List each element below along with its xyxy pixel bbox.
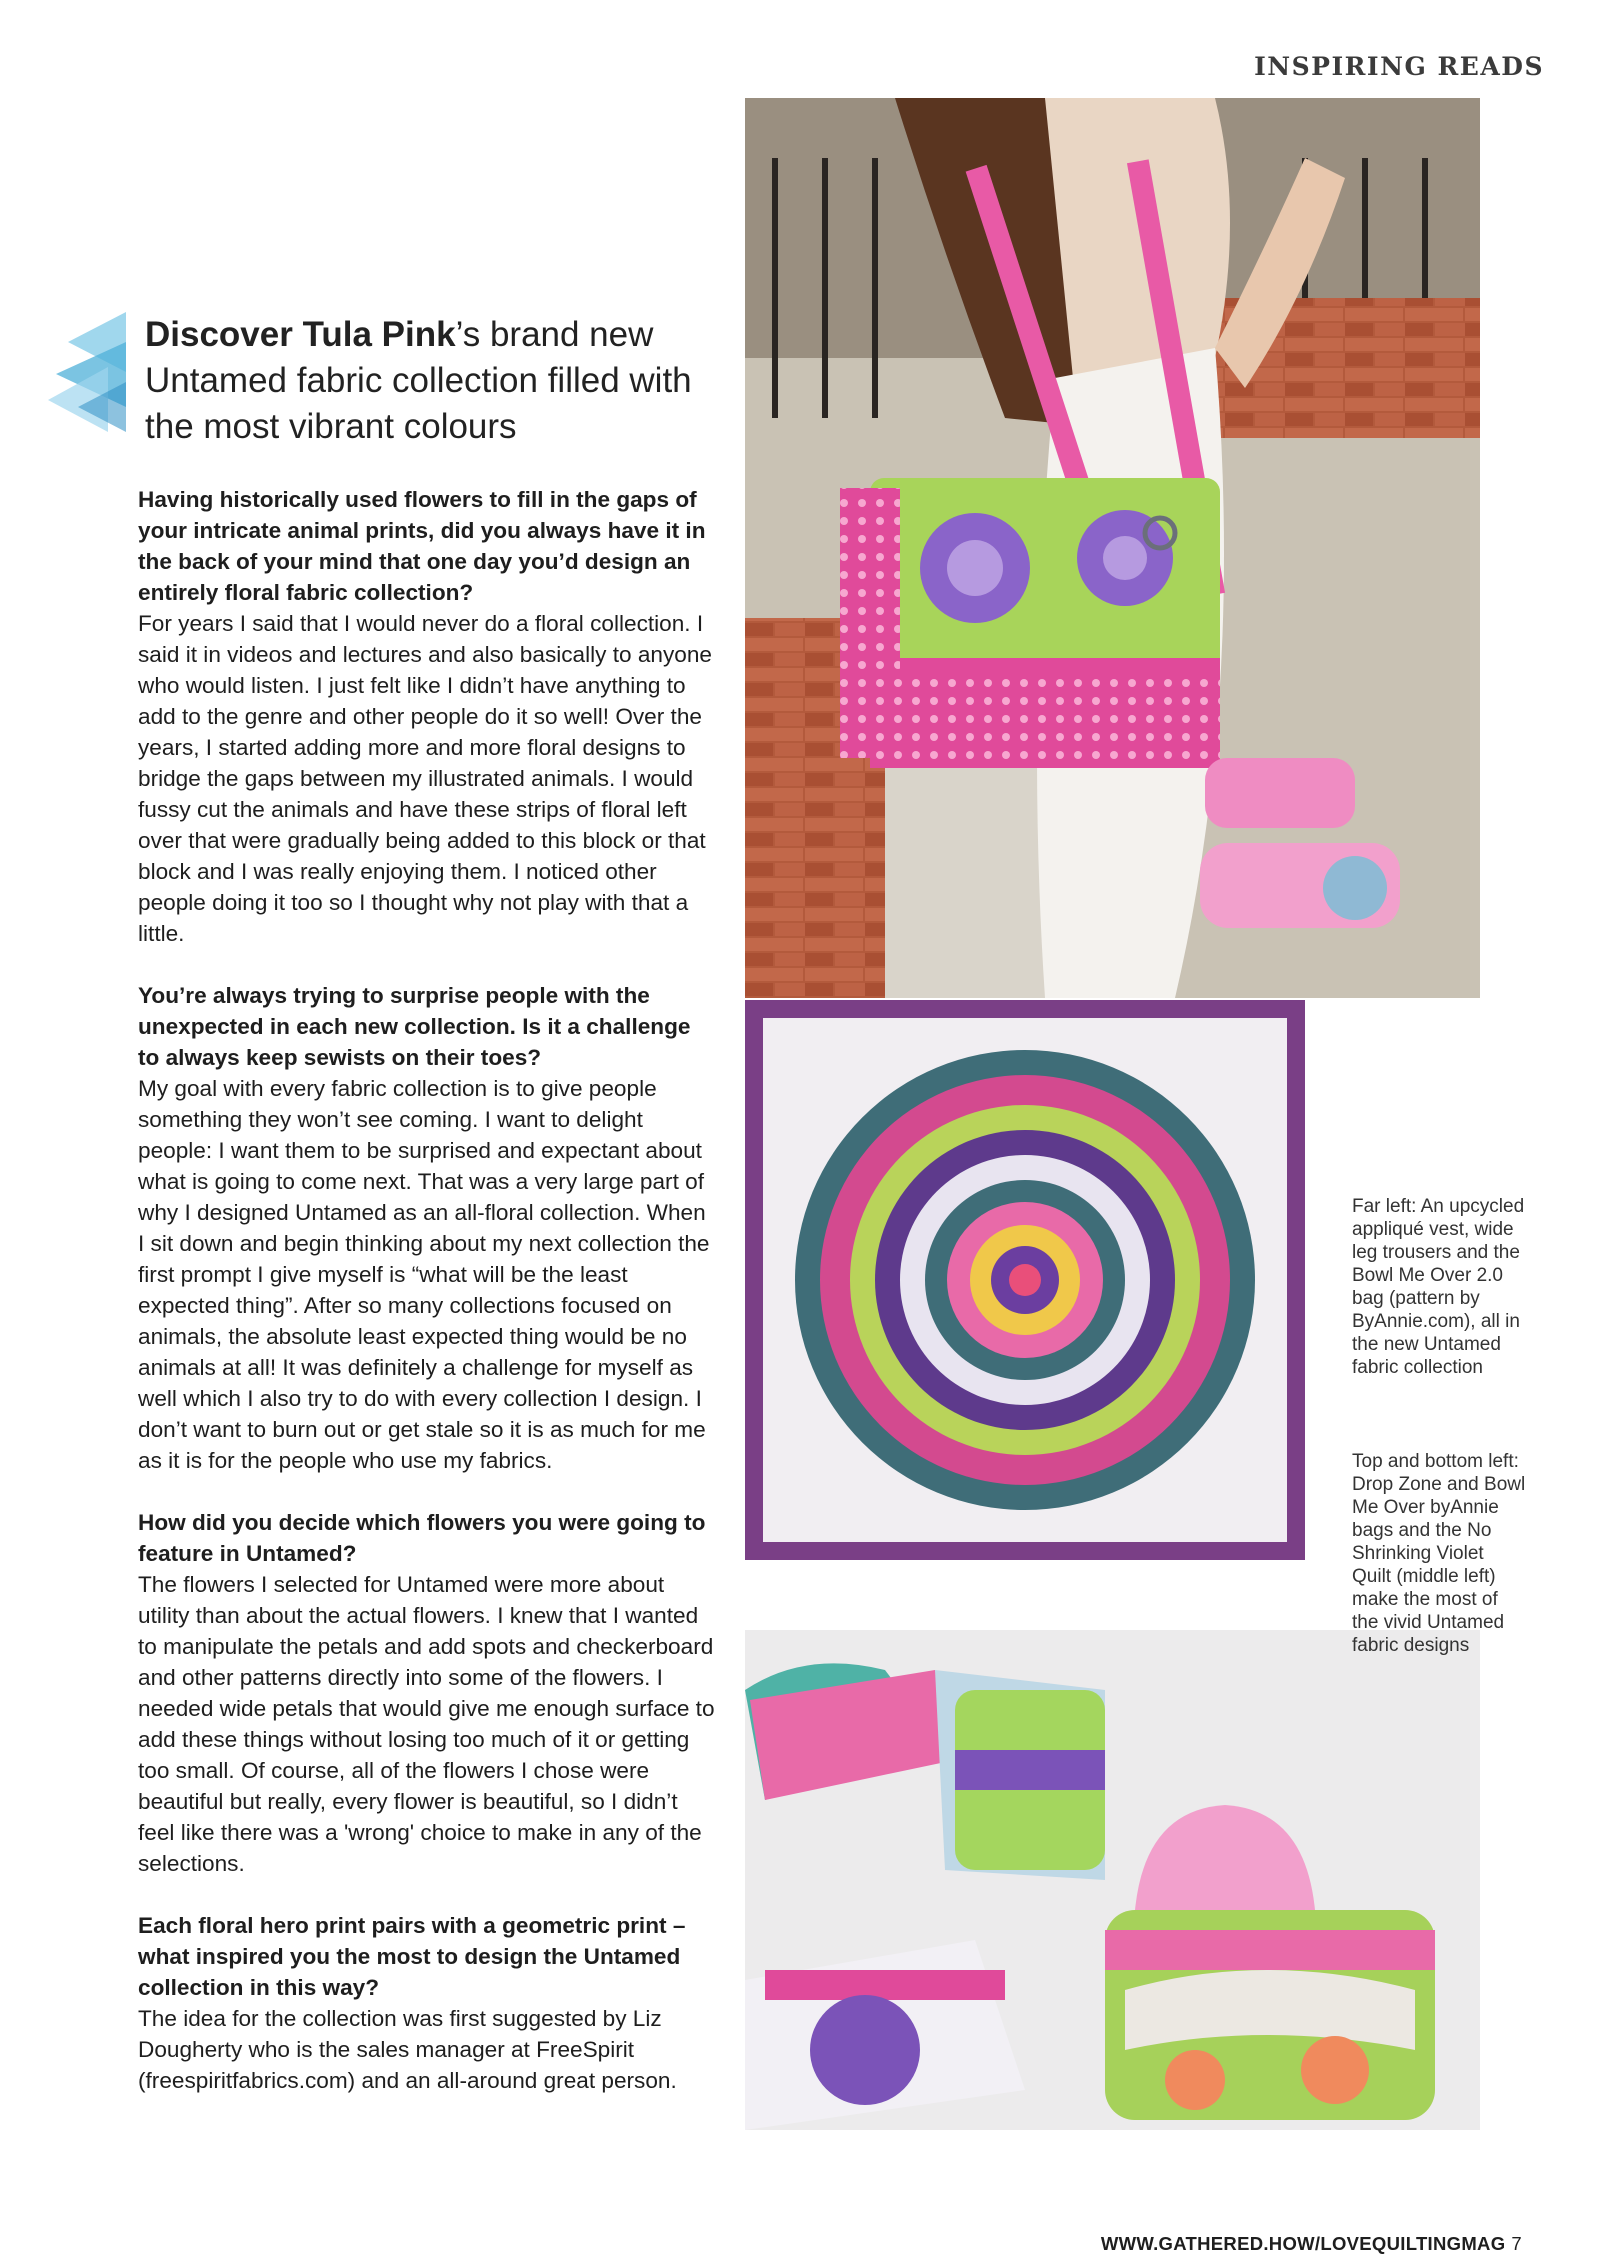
- qa-block: [138, 484, 716, 949]
- photo-caption: Far left: An upcycled appliqué vest, wide leg trousers and the Bowl Me Over 2.0 bag (pattern by ByAnnie.com), all in the new Untamed fabric collection: [1352, 1196, 1525, 1378]
- photo-caption: Top and bottom left: Drop Zone and Bowl Me Over byAnnie bags and the No Shrinking Violet Quilt (middle left) make the most of the vivid Untamed fabric designs: [1352, 1451, 1526, 1656]
- answer: My goal with every fabric collection is to give people something they won’t see coming. I want to delight people: I want them to be surprised and expectant about what is going to come next. That was a very large part of why I designed Untamed as an all-floral collection. When I sit down and begin thinking about my next collection the first prompt I give myself is “what will be the least expected thing”. After so many collections focused on animals, the absolute least expected thing would be no animals at all! It was definitely a challenge for myself as well which I also try to do with every collection I design. I don’t want to burn out or get stale so it is as much for me as it is for the people who use my fabrics.: [138, 1076, 710, 1473]
- answer: The idea for the collection was first suggested by Liz Dougherty who is the sales manager at FreeSpirit (freespiritfabrics.com) and an all-around great person.: [138, 2006, 677, 2093]
- page-footer: [1101, 2233, 1522, 2255]
- footer-url: WWW.GATHERED.HOW/LOVEQUILTINGMAG: [1100, 2233, 1506, 2254]
- intro-rest: ’s brand new Untamed fabric collection filled with the most vibrant colours: [145, 315, 692, 446]
- question: Having historically used flowers to fill in the gaps of your intricate animal prints, did you always have it in the back of your mind that one day you’d design an entirely floral fabric collection?: [138, 487, 706, 605]
- section-label: INSPIRING READS: [1254, 52, 1544, 81]
- intro-lead: Discover Tula Pink: [145, 315, 456, 354]
- photo-quilt: [745, 1000, 1305, 1560]
- question: How did you decide which flowers you were going to feature in Untamed?: [138, 1510, 706, 1566]
- answer: For years I said that I would never do a floral collection. I said it in videos and lectures and also basically to anyone who would listen. I just felt like I didn’t have anything to add to the genre and other people do it so well! Over the years, I started adding more and more floral designs to bridge the gaps between my illustrated animals. I would fussy cut the animals and have these strips of floral left over that were gradually being added to this block or that block and I was really enjoying them. I noticed other people doing it too so I thought why not play with that a little.: [138, 611, 712, 946]
- interview-body: [138, 484, 716, 2127]
- photo-bags: [745, 1630, 1480, 2130]
- intro-standfirst: [145, 312, 705, 450]
- qa-block: [138, 1910, 716, 2096]
- question: You’re always trying to surprise people with the unexpected in each new collection. Is it a challenge to always keep sewists on their toes?: [138, 983, 691, 1070]
- qa-block: [138, 1507, 716, 1879]
- question: Each floral hero print pairs with a geometric print – what inspired you the most to design the Untamed collection in this way?: [138, 1913, 686, 2000]
- page-number: 7: [1511, 2233, 1522, 2254]
- answer: The flowers I selected for Untamed were more about utility than about the actual flowers. I knew that I wanted to manipulate the petals and add spots and checkerboard and other patterns directly into some of the flowers. I needed wide petals that would give me enough surface to add these things without losing too much of it or getting too small. Of course, all of the flowers I chose were beautiful but really, every flower is beautiful, so I didn’t feel like there was a 'wrong' choice to make in any of the selections.: [138, 1572, 715, 1876]
- decorative-triangles-icon: [48, 312, 126, 432]
- photo-duffle-bag: [745, 98, 1480, 998]
- qa-block: [138, 980, 716, 1476]
